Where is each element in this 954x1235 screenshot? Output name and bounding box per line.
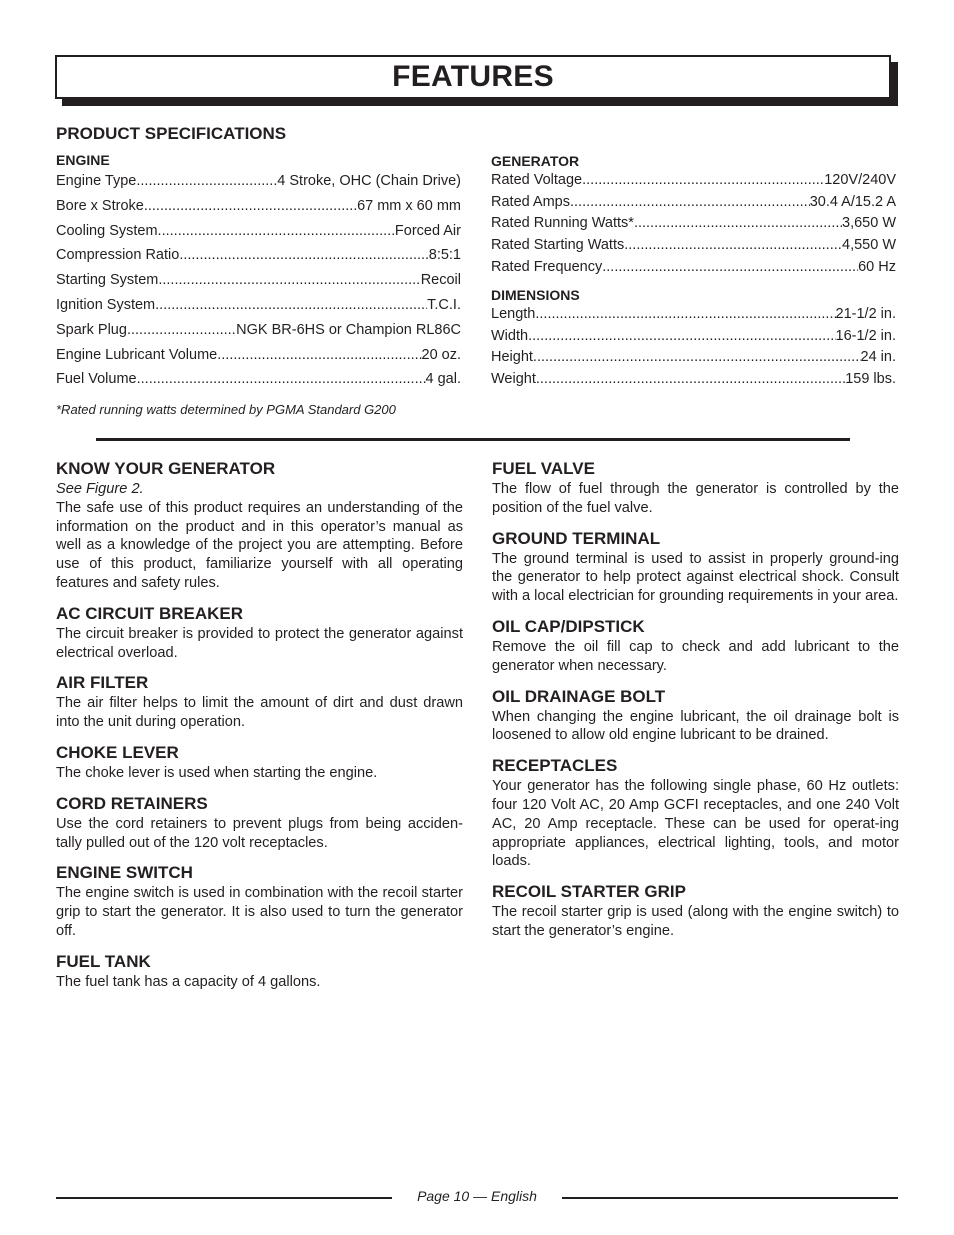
spec-row <box>491 215 896 237</box>
spec-row <box>491 172 896 194</box>
spec-value: 21-1/2 in. <box>835 306 896 322</box>
spec-row <box>56 198 461 223</box>
spec-value: 67 mm x 60 mm <box>357 197 461 214</box>
generator-spec-list <box>491 172 896 280</box>
spec-label: Rated Frequency <box>491 258 603 275</box>
spec-label: Bore x Stroke <box>56 197 144 214</box>
spec-label: Weight <box>491 371 536 388</box>
spec-label: Rated Running Watts* <box>491 215 634 232</box>
feature-heading: FUEL TANK <box>56 951 151 971</box>
spec-row <box>56 223 461 248</box>
spec-row <box>56 371 461 396</box>
feature-section <box>492 686 899 746</box>
feature-heading: FUEL VALVE <box>492 459 595 478</box>
spec-value: 20 oz. <box>421 346 461 363</box>
generator-heading: GENERATOR <box>491 153 580 169</box>
spec-value: Forced Air <box>394 222 461 239</box>
spec-label: Starting System <box>56 272 159 289</box>
spec-value: 120V/240V <box>824 172 896 188</box>
spec-row <box>491 237 896 259</box>
product-specifications-heading: PRODUCT SPECIFICATIONS <box>56 124 287 143</box>
feature-heading: AC CIRCUIT BREAKER <box>56 603 243 623</box>
spec-value: 3,650 W <box>842 215 896 232</box>
dot-leader <box>582 172 824 188</box>
spec-value: 16-1/2 in. <box>835 327 896 344</box>
feature-heading: ENGINE SWITCH <box>56 863 193 883</box>
section-divider <box>96 438 850 441</box>
dot-leader <box>533 349 861 365</box>
spec-label: Ignition System <box>56 296 156 313</box>
spec-value: Recoil <box>420 272 461 289</box>
spec-label: Engine Lubricant Volume <box>56 346 218 363</box>
feature-heading: CHOKE LEVER <box>56 742 179 762</box>
footer-rule-left <box>56 1197 392 1199</box>
dot-leader <box>136 173 277 189</box>
spec-row <box>491 328 896 350</box>
feature-heading: OIL DRAINAGE BOLT <box>492 686 666 706</box>
feature-description: The choke lever is used when starting the engine. <box>56 764 378 781</box>
feature-heading: OIL CAP/DIPSTICK <box>492 616 645 636</box>
dot-leader <box>179 247 428 263</box>
spec-row <box>491 259 896 281</box>
spec-value: 60 Hz <box>858 258 896 275</box>
spec-label: Width <box>491 327 529 344</box>
spec-value: 4 gal. <box>425 371 461 388</box>
spec-row <box>491 371 896 393</box>
spec-value: 24 in. <box>860 349 896 366</box>
dot-leader <box>602 259 858 275</box>
spec-row <box>56 173 461 198</box>
footer-rule-right <box>562 1197 898 1199</box>
spec-label: Rated Amps <box>491 193 570 210</box>
spec-label: Length <box>491 306 536 322</box>
feature-section <box>492 616 899 676</box>
feature-section <box>56 742 463 783</box>
footer-page-label: Page 10 — English <box>417 1188 537 1204</box>
feature-description: The recoil starter grip is used (along with the engine switch) to start the generator’s engine. <box>492 904 899 939</box>
dot-leader <box>634 215 842 231</box>
feature-description: Your generator has the following single phase, 60 Hz outlets: four 120 Volt AC, 20 Amp GCFI receptacles, and one 240 Volt AC, 20 Amp receptacle. These can be used for operat-ing appropriate appliances, electrical lighting, tools, and motor loads. <box>492 778 899 870</box>
page-title: FEATURES <box>392 60 554 93</box>
spec-label: Cooling System <box>56 222 158 239</box>
feature-description: Use the cord retainers to prevent plugs from being acciden-tally pulled out of the 120 volt receptacles. <box>56 815 463 851</box>
feature-description: The engine switch is used in combination with the recoil starter grip to start the generator. It is also used to turn the generator off. <box>56 885 463 939</box>
feature-heading: AIR FILTER <box>56 673 149 693</box>
dot-leader <box>158 223 395 239</box>
feature-section <box>492 528 899 606</box>
spec-value: NGK BR-6HS or Champion RL86C <box>236 321 461 338</box>
dot-leader <box>155 297 427 313</box>
spec-value: 4 Stroke, OHC (Chain Drive) <box>277 173 461 189</box>
dot-leader <box>536 371 845 387</box>
feature-section <box>56 951 463 992</box>
spec-label: Compression Ratio <box>56 247 180 264</box>
spec-label: Spark Plug <box>56 321 127 338</box>
spec-value: 4,550 W <box>842 237 896 254</box>
feature-heading: GROUND TERMINAL <box>492 528 661 548</box>
feature-section <box>56 672 463 732</box>
dot-leader <box>158 272 420 288</box>
dot-leader <box>144 198 357 214</box>
feature-description: The circuit breaker is provided to protect the generator against electrical overload. <box>56 625 463 661</box>
dimensions-spec-list <box>491 306 896 393</box>
dot-leader <box>624 237 842 253</box>
spec-row <box>491 194 896 216</box>
spec-value: 30.4 A/15.2 A <box>809 193 896 210</box>
feature-description: The air filter helps to limit the amount of dirt and dust drawn into the unit during operation. <box>56 695 463 731</box>
dot-leader <box>528 328 835 344</box>
feature-description: The ground terminal is used to assist in properly ground-ing the generator to help protect against electrical shock. Consult with a local electrician for grounding requirements in your area. <box>492 550 899 605</box>
spec-label: Rated Voltage <box>491 172 583 188</box>
spec-row <box>491 306 896 328</box>
dot-leader <box>137 371 426 387</box>
dimensions-heading: DIMENSIONS <box>491 287 580 303</box>
title-box <box>55 55 891 99</box>
spec-label: Fuel Volume <box>56 371 137 388</box>
feature-section <box>492 881 899 941</box>
features-right-column <box>492 458 899 951</box>
figure-reference: See Figure 2. <box>56 481 144 497</box>
engine-heading: ENGINE <box>56 152 110 168</box>
features-left-column <box>56 458 463 1002</box>
feature-description: The flow of fuel through the generator is controlled by the position of the fuel valve. <box>492 481 899 516</box>
feature-section <box>56 603 463 663</box>
feature-heading: CORD RETAINERS <box>56 793 208 813</box>
feature-section <box>56 458 463 593</box>
feature-section <box>56 862 463 940</box>
spec-row <box>491 349 896 371</box>
dot-leader <box>570 194 810 210</box>
engine-spec-list <box>56 173 461 396</box>
specs-footnote: *Rated running watts determined by PGMA Standard G200 <box>56 402 396 417</box>
spec-row <box>56 247 461 272</box>
dot-leader <box>535 306 835 322</box>
spec-value: 159 lbs. <box>845 371 896 388</box>
dot-leader <box>127 322 236 338</box>
dot-leader <box>217 347 421 363</box>
feature-heading: KNOW YOUR GENERATOR <box>56 459 276 478</box>
spec-label: Rated Starting Watts <box>491 237 625 254</box>
spec-label: Engine Type <box>56 173 137 189</box>
feature-section <box>56 793 463 853</box>
feature-description: Remove the oil fill cap to check and add lubricant to the generator when necessary. <box>492 638 899 674</box>
spec-value: T.C.I. <box>427 296 461 313</box>
spec-row <box>56 347 461 372</box>
feature-heading: RECEPTACLES <box>492 756 618 776</box>
spec-row <box>56 322 461 347</box>
feature-description: The safe use of this product requires an understanding of the information on the product and in this operator’s manual as well as a knowledge of the project you are attempting. Before use of this product, familiarize yourself with all operating features and safety rules. <box>56 499 463 591</box>
spec-row <box>56 272 461 297</box>
feature-heading: RECOIL STARTER GRIP <box>492 882 686 902</box>
feature-description: When changing the engine lubricant, the oil drainage bolt is loosened to allow old engine lubricant to be drained. <box>492 708 899 744</box>
spec-value: 8:5:1 <box>428 247 461 264</box>
spec-label: Height <box>491 349 533 366</box>
spec-row <box>56 297 461 322</box>
feature-section <box>492 458 899 518</box>
feature-section <box>492 755 899 871</box>
feature-description: The fuel tank has a capacity of 4 gallons. <box>56 973 321 990</box>
